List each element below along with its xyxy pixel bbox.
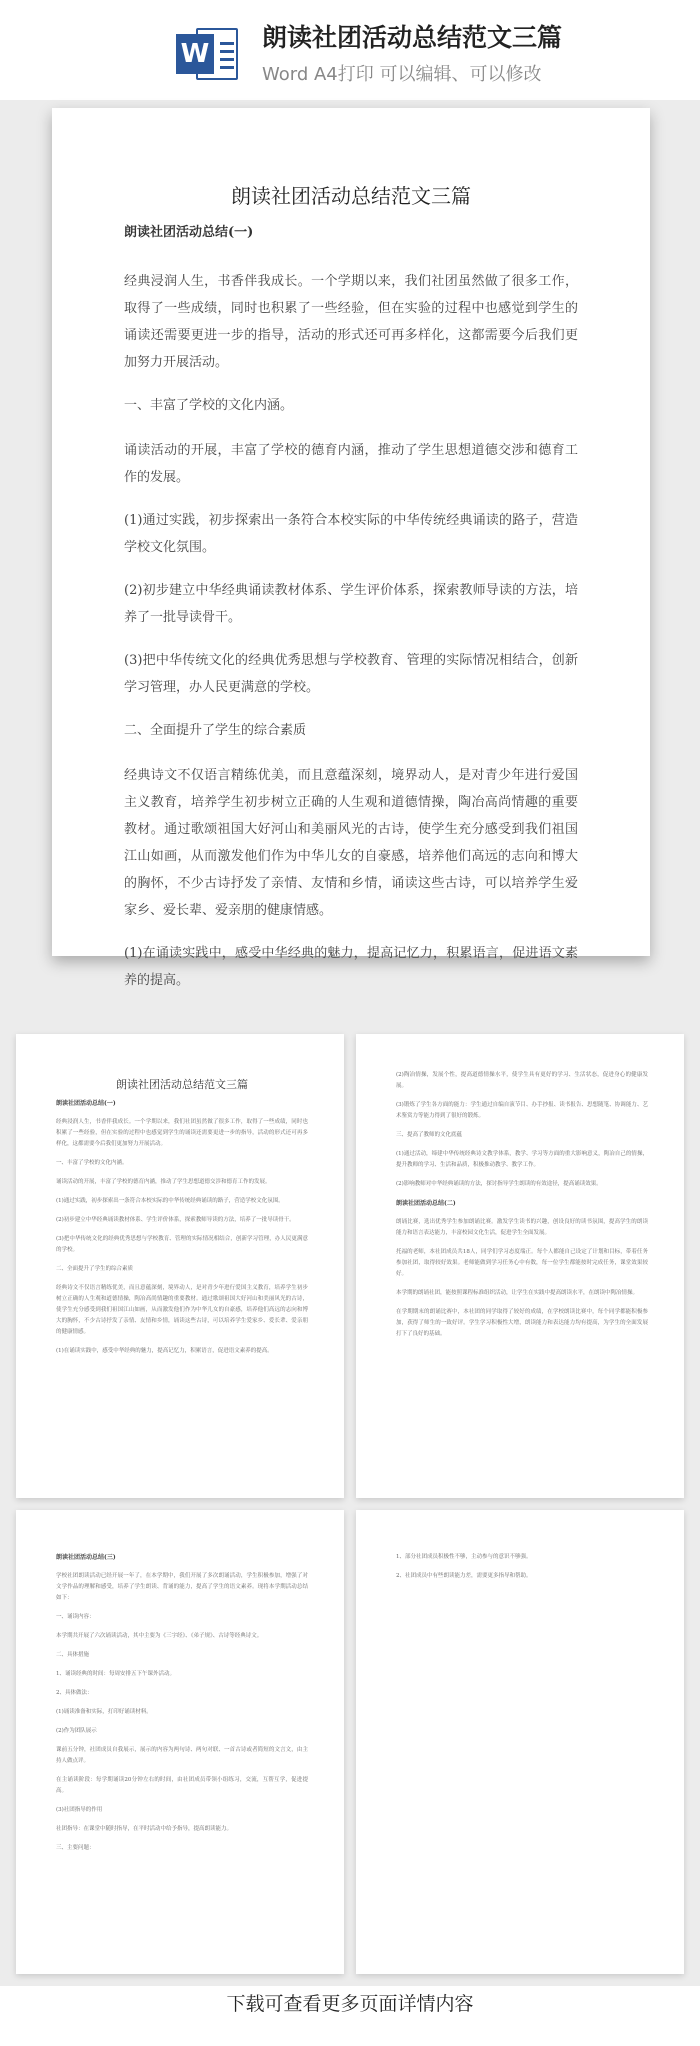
thumb-paragraph: (2)作为团队展示 [56, 1728, 97, 1734]
thumb-section: 朗读社团活动总结(一) [56, 1100, 116, 1107]
header-subtitle: Word A4打印 可以编辑、可以修改 [262, 64, 542, 85]
thumb-paragraph: 本学期共开展了六次诵读活动，其中主要为《三字经》、《弟子规》、古诗等经典诗文。 [56, 1633, 263, 1639]
thumb-paragraph: 经典浸润人生，书香伴我成长。一个学期以来，我们社团虽然做了很多工作，取得了一些成绩，同时也积累了一些经验，但在实验的过程中也感觉到学生的诵读还需要更进一步的指导，活动的形式还可再多样化，这都需要今后我们更加努力开展活动。 [56, 1119, 308, 1147]
document-title: 朗读社团活动总结范文三篇 [231, 184, 471, 208]
paragraph-heading: 一、丰富了学校的文化内涵。 [124, 398, 294, 413]
thumb-section: 朗读社团活动总结(三) [56, 1554, 116, 1561]
page-thumbnail-4 [356, 1510, 684, 1974]
thumb-section: 朗读社团活动总结(二) [396, 1200, 456, 1207]
paragraph: (1)通过实践，初步探索出一条符合本校实际的中华传统经典诵读的路子，营造学校文化氛围。 [124, 513, 578, 555]
paragraph: 诵读活动的开展，丰富了学校的德育内涵，推动了学生思想道德交涉和德育工作的发展。 [124, 443, 578, 485]
thumb-paragraph: (1)诵读准备和实际，打印好诵读材料。 [56, 1709, 152, 1715]
thumb-paragraph: 社团指导：在课堂中随时指导，在平时活动中给予指导，提高朗读能力。 [56, 1826, 233, 1832]
word-doc-icon [176, 22, 240, 86]
page-thumbnail-3 [16, 1510, 344, 1974]
thumb-paragraph: 二、具体措施 [56, 1652, 90, 1658]
thumb-paragraph: 学校社团朗读活动已经开展一年了，在本学期中，我们开展了多次朗诵活动，学生积极参加，增强了对文学作品的理解和感受，培养了学生朗读、背诵的能力，提高了学生的语文素养。现将本学期活动总结如下： [56, 1573, 308, 1601]
thumb-paragraph: 朗诵比赛，选出优秀学生参加朗诵比赛。激发学生读书的兴趣，创设良好的读书氛围，提高学生的朗读能力和语言表达能力，丰富校园文化生活，促进学生全面发展。 [396, 1219, 648, 1236]
thumb-paragraph: (1)在诵读实践中，感受中华经典的魅力，提高记忆力，积累语言，促进语文素养的提高。 [56, 1348, 273, 1354]
thumb-paragraph: 在学期期末的朗诵比赛中，本社团的同学取得了较好的成绩，在学校朗读比赛中，每个同学都能积极参加，获得了师生的一致好评。学生学习积极性大增，朗读能力和表达能力均有提高，为学生的全面发展打下了良好的基础。 [396, 1309, 648, 1337]
thumb-paragraph: 1、诵读经典的时间：每周安排五下午课外活动。 [56, 1671, 176, 1677]
thumb-paragraph: 本学期的朗诵社团，能按照课程标准组织活动，让学生在实践中提高朗读水平，在朗读中陶冶情操。 [396, 1290, 639, 1296]
thumb-paragraph: 2、社团成员中有些朗读能力差，需要更多指导和帮助。 [396, 1573, 532, 1579]
thumb-paragraph: (3)把中华传统文化的经典优秀思想与学校教育、管理的实际情况相结合，创新学习管理，办人民更满意的学校。 [56, 1236, 308, 1253]
thumb-paragraph: 一、诵读内容： [56, 1614, 95, 1620]
paragraph: (1)在诵读实践中，感受中华经典的魅力，提高记忆力，积累语言，促进语文素养的提高。 [124, 946, 578, 988]
word-badge: W [176, 34, 214, 74]
header [0, 0, 700, 100]
paragraph-heading: 二、全面提升了学生的综合素质 [124, 723, 307, 738]
thumb-title: 朗读社团活动总结范文三篇 [116, 1078, 248, 1091]
thumb-paragraph: 1、部分社团成员积极性不够，主动参与的意识不够强。 [396, 1554, 532, 1560]
thumb-paragraph: 三、提高了教师的文化底蕴 [396, 1132, 463, 1138]
page-thumbnail-1 [16, 1034, 344, 1498]
thumb-paragraph: (3)锻炼了学生各方面的能力：学生通过自编自演节目、办手抄报、读书报告、思想随笔、协调能力、艺术鉴赏力等能力得到了很好的锻炼。 [396, 1102, 648, 1119]
main-document-page [52, 108, 650, 988]
thumb-paragraph: (1)通过活动，缔建中华传统经典诗文教学体系，教学、学习等方面的重大影响意义，陶冶自己的情操，提升教师的学习、生活和品质，积极推动教学、教学工作。 [396, 1151, 648, 1168]
thumb-paragraph: (2)陶冶情操，发展个性，提高道德情操水平，使学生具有更好的学习、生活状态，促进身心的健康发展。 [396, 1072, 648, 1089]
thumb-paragraph: (3)社团指导的作用 [56, 1807, 103, 1813]
thumb-paragraph: (2)影响教师对中华经典诵读的方法，探讨指导学生朗读的有效途径，提高诵读效果。 [396, 1181, 602, 1187]
paragraph: 经典浸润人生，书香伴我成长。一个学期以来，我们社团虽然做了很多工作，取得了一些成绩，同时也积累了一些经验，但在实验的过程中也感觉到学生的诵读还需要更进一步的指导，活动的形式还可再多样化，这都需要今后我们更加努力开展活动。 [124, 274, 578, 370]
thumb-paragraph: 经典诗文不仅语言精练优美，而且意蕴深刻，境界动人，是对青少年进行爱国主义教育，培养学生初步树立正确的人生观和道德情操，陶冶高尚情趣的重要教材。通过歌颂祖国大好河山和美丽风光的古诗，使学生充分感受到我们祖国江山如画，从而激发他们作为中华儿女的自豪感，培养他们高远的志向和博大的胸怀，不少古诗抒发了亲情、友情和乡情，诵读这些古诗，可以培养学生爱家乡、爱长辈、爱亲朋的健康情感。 [56, 1285, 308, 1335]
thumb-paragraph: (2)初步建立中华经典诵读教材体系、学生评价体系，探索教师导读的方法，培养了一批导读骨干。 [56, 1217, 295, 1223]
paragraph: (3)把中华传统文化的经典优秀思想与学校教育、管理的实际情况相结合，创新学习管理，办人民更满意的学校。 [124, 653, 578, 695]
thumb-paragraph: 课前五分钟，社团成员自我展示，展示的内容为两句诗、两句对联、一首古诗或者简短的文言文，由主持人做点评。 [56, 1747, 308, 1764]
thumb-paragraph: 2、具体做法： [56, 1690, 93, 1696]
paragraph: (2)初步建立中华经典诵读教材体系、学生评价体系，探索教师导读的方法，培养了一批导读骨干。 [124, 583, 578, 625]
header-title: 朗读社团活动总结范文三篇 [262, 23, 563, 52]
thumb-paragraph: 一、丰富了学校的文化内涵。 [56, 1160, 128, 1166]
thumb-paragraph: 二、全面提升了学生的综合素质 [56, 1266, 134, 1272]
download-more-link[interactable]: 下载可查看更多页面详情内容 [0, 1986, 700, 2046]
thumb-paragraph: 诵读活动的开展，丰富了学校的德育内涵，推动了学生思想道德交涉和德育工作的发展。 [56, 1179, 271, 1185]
thumb-paragraph: 在主诵读阶段：每学期诵读20分钟左右的时间，由社团成员带领小组练习，交流，互帮互学，促进提高。 [56, 1777, 308, 1794]
paragraph: 经典诗文不仅语言精练优美，而且意蕴深刻，境界动人，是对青少年进行爱国主义教育，培养学生初步树立正确的人生观和道德情操，陶冶高尚情趣的重要教材。通过歌颂祖国大好河山和美丽风光的古诗，使学生充分感受到我们祖国江山如画，从而激发他们作为中华儿女的自豪感，培养他们高远的志向和博大的胸怀，不少古诗抒发了亲情、友情和乡情，诵读这些古诗，可以培养学生爱家乡、爱长辈、爱亲朋的健康情感。 [124, 768, 578, 918]
section-heading: 朗读社团活动总结(一) [124, 225, 254, 240]
thumb-paragraph: 三、主要问题： [56, 1845, 95, 1851]
page-thumbnail-2 [356, 1034, 684, 1498]
thumb-paragraph: (1)通过实践，初步探索出一条符合本校实际的中华传统经典诵读的路子，营造学校文化氛围。 [56, 1198, 284, 1204]
thumb-paragraph: 托福的老师，本社团成员共18人，同学们学习态度端正。每个人都能自己设定了计划和目标，带着任务参加社团，取得较好效果。老师能做到学习任务心中有数，每一位学生都能按时完成任务，课堂效果较好。 [396, 1249, 648, 1277]
